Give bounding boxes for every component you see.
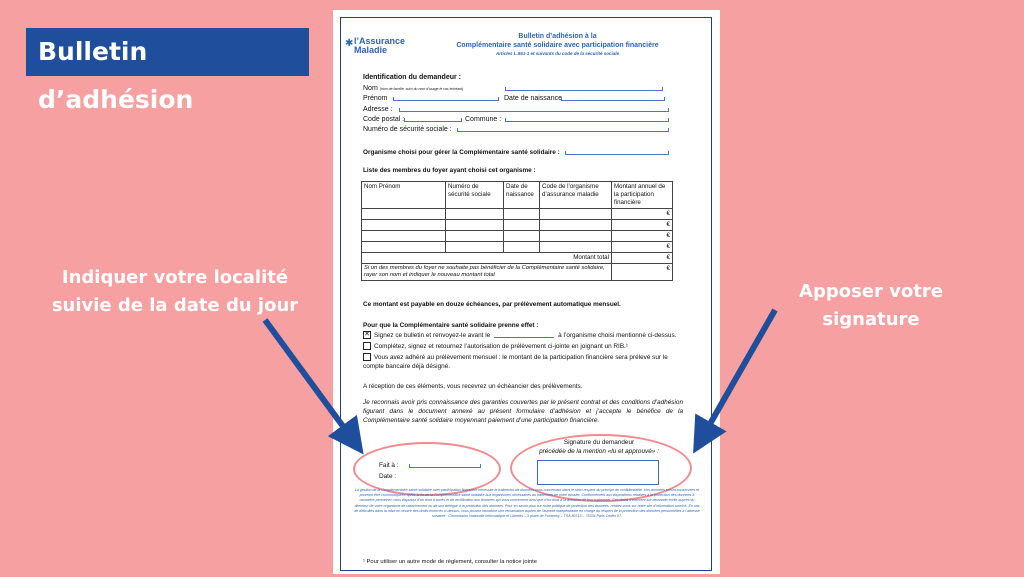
reconnais-text: Je reconnais avoir pris connaissance des garanties couvertes par le présent contrat et des conditions d’adhésion figurant dans le document annexé au présent formulaire d’adhésion et j’accepte le bénéfice de la Complémentaire santé solidaire moyennant paiement d’une participation financière.	[363, 399, 683, 424]
code-postal-label: Code postal :	[363, 116, 405, 123]
table-row[interactable]: €	[362, 231, 673, 242]
bulletin-document	[333, 10, 720, 574]
logo-figure-icon: ✱	[345, 38, 354, 49]
deadline-field[interactable]	[494, 333, 554, 338]
step-2-checkbox[interactable]	[363, 342, 371, 350]
identification-heading: Identification du demandeur :	[363, 74, 462, 81]
col-nom-prenom: Nom Prénom	[362, 182, 446, 209]
commune-field[interactable]	[505, 118, 669, 122]
total-label: Montant total	[362, 253, 612, 264]
num-secu-field[interactable]	[457, 128, 669, 132]
adresse-field[interactable]	[399, 108, 669, 112]
document-header	[415, 32, 700, 58]
header-title-2: Complémentaire santé solidaire avec participation financière	[456, 42, 659, 49]
step-3-checkbox[interactable]	[363, 353, 371, 361]
table-note: Si un des membres du foyer ne souhaite pas bénéficier de la Complémentaire santé solidaire, rayer son nom et indiquer le nouveau montant total	[362, 264, 612, 281]
echeancier-text: A réception de ces éléments, vous recevrez un échéancier des prélèvements.	[363, 383, 583, 390]
step-1-checkbox[interactable]: ✕	[364, 331, 370, 339]
date-naissance-field[interactable]	[561, 97, 665, 101]
col-date-naissance: Date de naissance	[504, 182, 540, 209]
footnote: ¹ Pour utiliser un autre mode de règlement, consulter la notice jointe	[363, 559, 538, 565]
date-label: Date :	[379, 473, 397, 480]
members-table-header	[362, 182, 673, 209]
legal-notice: La gestion de la Complémentaire santé solidaire avec participation financière nécessite le traitement de données vous concernant dans le strict respect du principe de confidentialité. Vos données seront conservées et pourront être communiquées après la fin de la Complémentaire santé solidaire aux organismes nécessaires au traitement de votre dossier. Conformément aux dispositions relatives à la protection des données à caractère personnel, vous disposez d’un droit d’accès et de rectification aux données qui vous concernent ainsi que d’un droit à la limitation de leur traitement. Ces droits s’exercent sur demande écrite auprès du directeur de votre organisme de rattachement ou de son délégué à la protection des données. Pour en savoir plus sur notre politique de protection des données, rendez-vous sur notre site d’information ameli.fr. En cas de difficultés dans la mise en œuvre des droits énoncés ci-dessus, vous pouvez introduire une réclamation auprès de l’autorité indépendante en charge du respect de la protection des données personnelles à l’adresse suivante : Commission Nationale Informatique et Libertés – 3 place de Fontenoy – TSA 80715 – 75334 Paris Cedex 07.	[354, 488, 700, 519]
step-3: Vous avez adhéré au prélèvement mensuel : le montant de la participation financière sera prélevé sur le compte bancaire déjà désigné.	[363, 354, 668, 370]
header-reference: Articles L.861-1 et suivants du code de la sécurité sociale	[495, 51, 620, 56]
prenom-label: Prénom	[363, 95, 388, 102]
fait-a-label: Fait à :	[379, 462, 399, 469]
logo-text: l’Assurance Maladie	[354, 36, 406, 55]
table-row[interactable]: €	[362, 242, 673, 253]
signature-instructions	[519, 438, 679, 456]
header-title-1: Bulletin d’adhésion à la	[518, 33, 597, 40]
instruction-signature: Apposer votre signature	[799, 281, 943, 330]
commune-label: Commune :	[465, 116, 502, 123]
members-table	[361, 181, 673, 281]
assurance-maladie-logo	[345, 36, 409, 58]
table-row[interactable]: €	[362, 209, 673, 220]
instruction-locality-date: Indiquer votre localité suivie de la date du jour	[51, 267, 299, 316]
date-naissance-label: Date de naissance	[504, 95, 562, 102]
nom-field[interactable]	[505, 87, 663, 91]
num-secu-label: Numéro de sécurité sociale :	[363, 126, 452, 133]
nom-label: Nom (nom de famille, suivi du nom d’usage le cas échéant)	[363, 85, 464, 92]
adresse-label: Adresse :	[363, 106, 393, 113]
fait-a-field[interactable]	[409, 464, 481, 468]
step-1: ✕ Signez ce bulletin et renvoyez-le avant le à l’organisme choisi mentionné ci-dessus.	[364, 331, 677, 339]
slide-title: Bulletin d’adhésion	[26, 28, 309, 76]
col-num-secu: Numéro de sécurité sociale	[446, 182, 504, 209]
signature-box[interactable]	[537, 460, 659, 485]
code-postal-field[interactable]	[404, 118, 462, 122]
table-row[interactable]: €	[362, 220, 673, 231]
step-2: Complétez, signez et retournez l’autorisation de prélèvement ci-jointe en joignant un RIB.¹	[363, 342, 683, 351]
col-montant: Montant annuel de la participation financière	[612, 182, 673, 209]
organisme-field[interactable]	[565, 151, 669, 155]
prenom-field[interactable]	[393, 97, 499, 101]
total-row[interactable]: Montant total €	[362, 253, 673, 264]
signature-title: Signature du demandeur	[563, 439, 635, 446]
liste-heading: Liste des membres du foyer ayant choisi cet organisme :	[363, 167, 536, 174]
note-row: Si un des membres du foyer ne souhaite pas bénéficier de la Complémentaire santé solidaire, rayer son nom et indiquer le nouveau montant total €	[362, 264, 673, 281]
signature-mention: précédée de la mention «lu et approuvé» :	[539, 448, 659, 455]
effet-heading: Pour que la Complémentaire santé solidaire prenne effet :	[363, 322, 539, 329]
organisme-label: Organisme choisi pour gérer la Complémentaire santé solidaire :	[363, 149, 560, 156]
payable-text: Ce montant est payable en douze échéances, par prélèvement automatique mensuel.	[363, 301, 621, 308]
col-code-organisme: Code de l’organisme d’assurance maladie	[540, 182, 612, 209]
